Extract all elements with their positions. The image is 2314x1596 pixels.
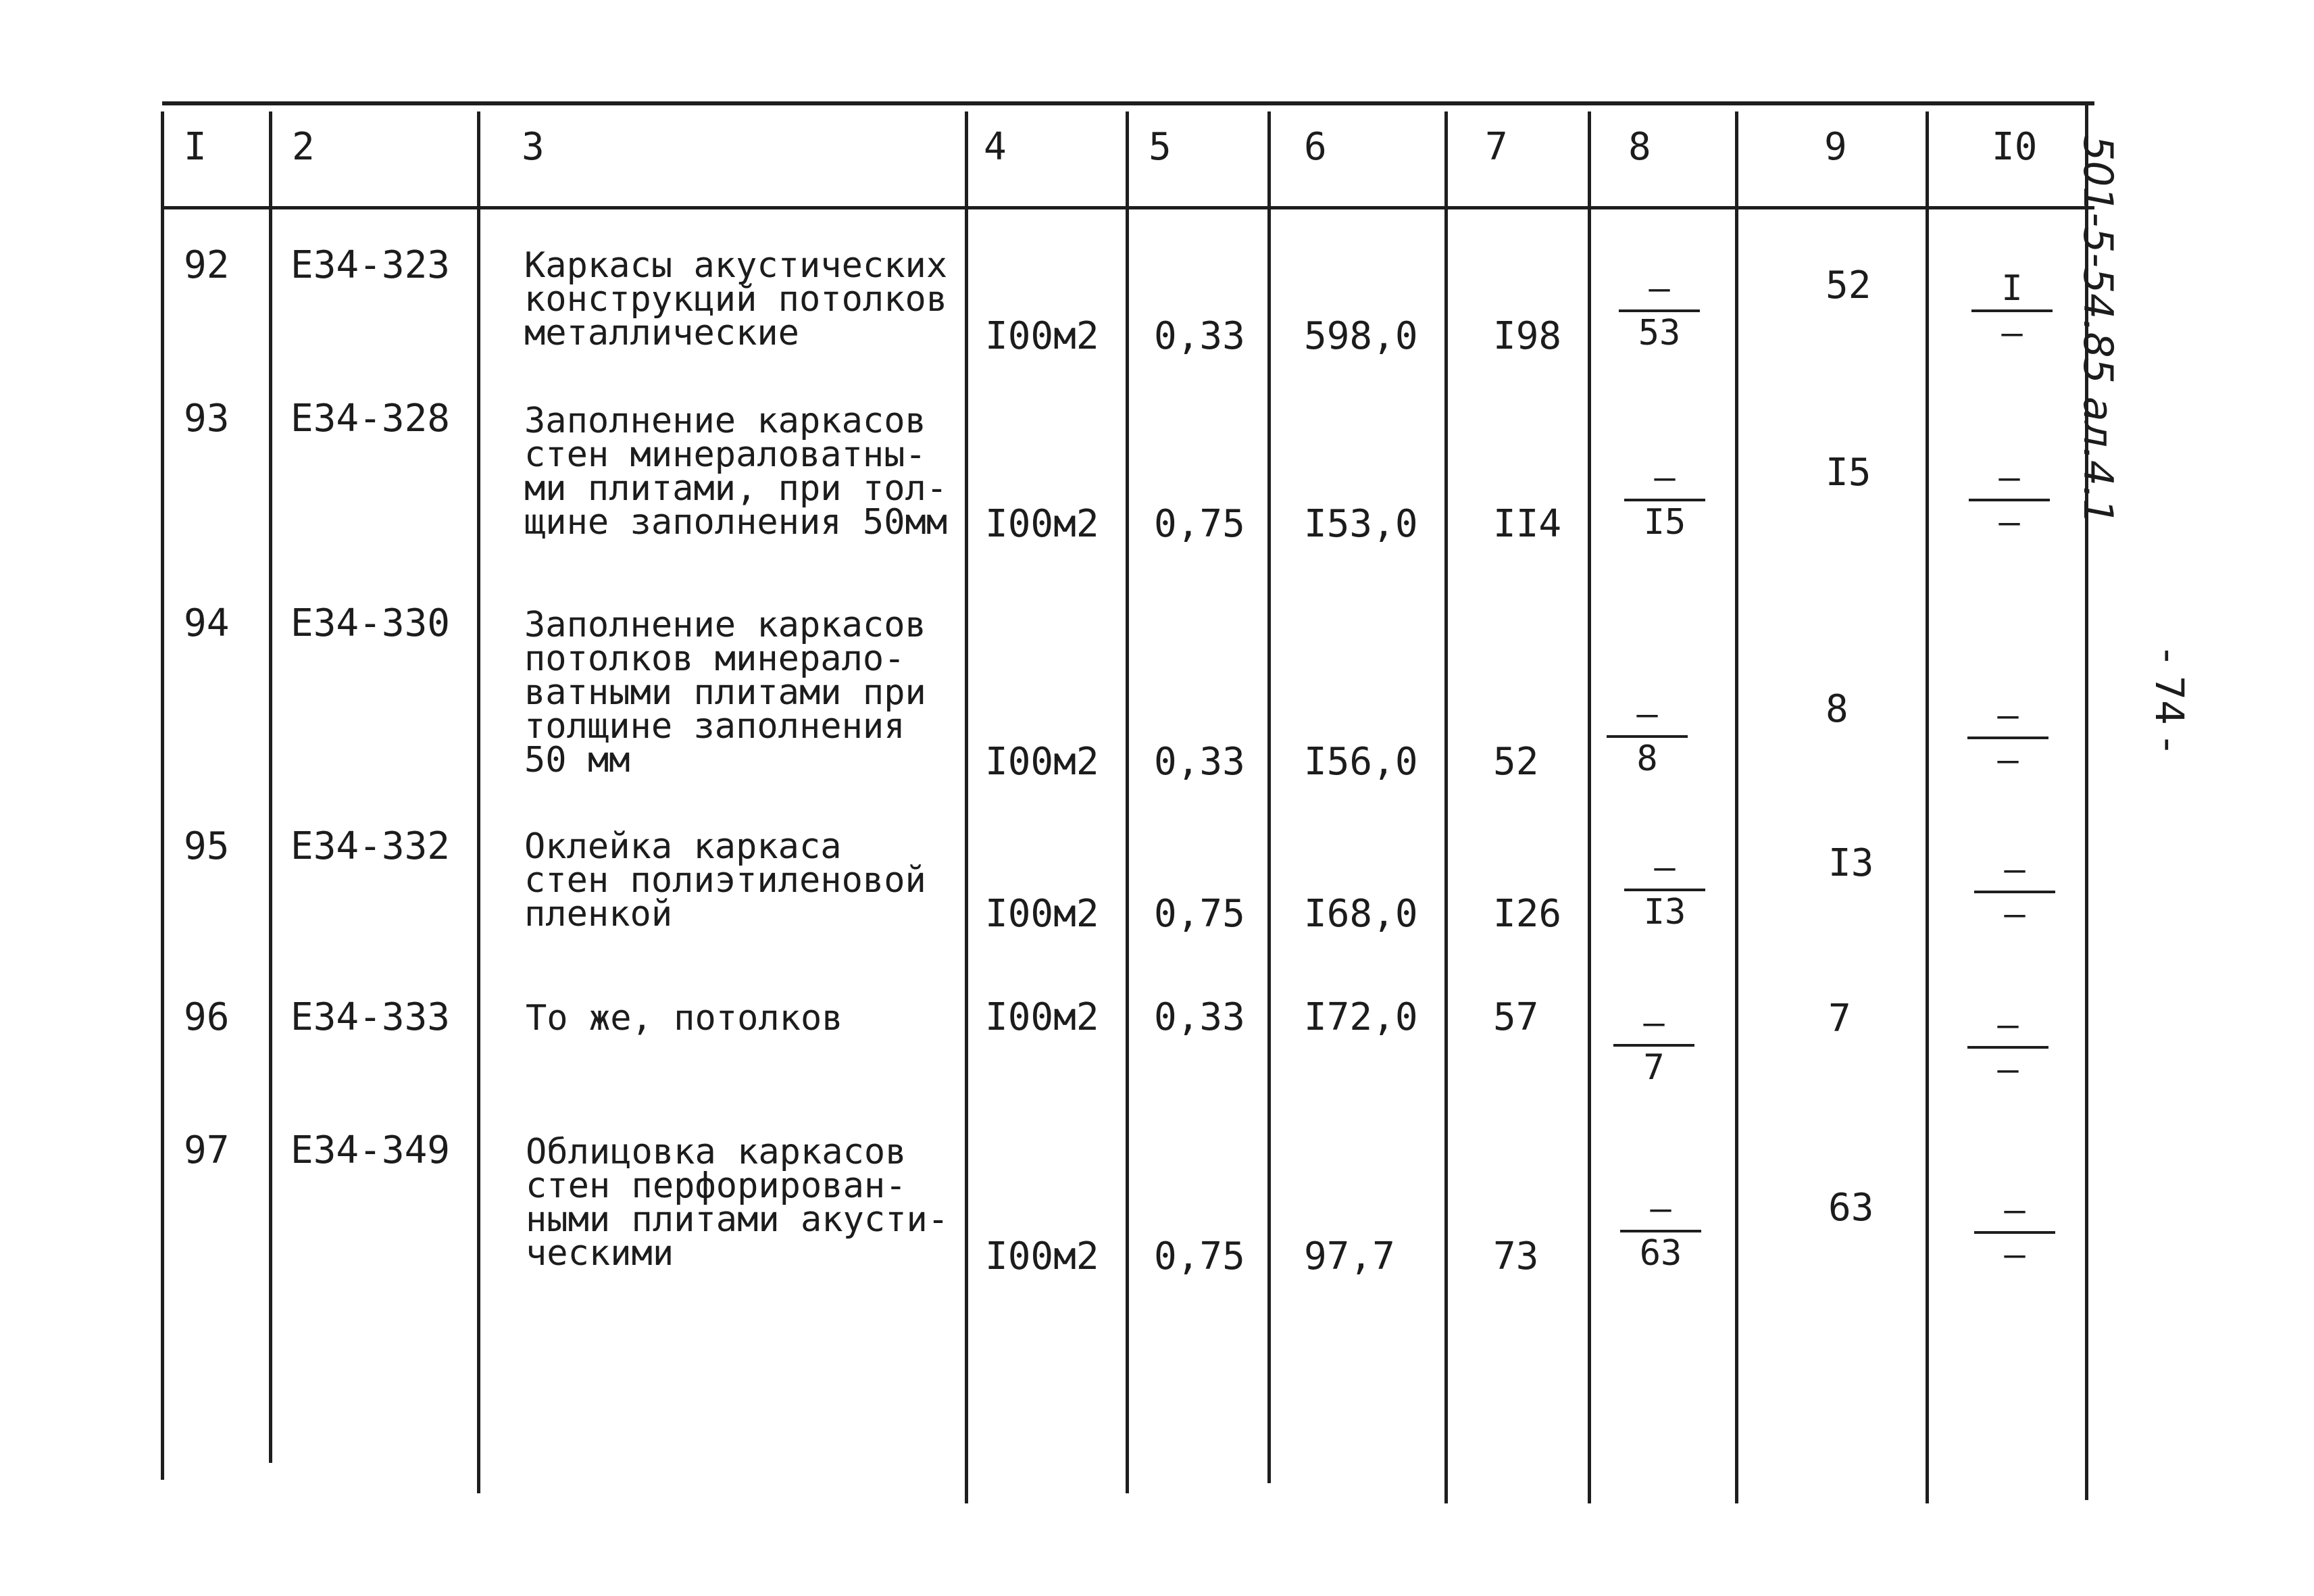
row-quantity: 0,33 bbox=[1154, 314, 1245, 358]
column-divider bbox=[1735, 111, 1738, 1503]
row-col10-fraction: – – bbox=[1967, 696, 2048, 780]
row-total: 52 bbox=[1493, 740, 1539, 784]
row-col9: I3 bbox=[1828, 841, 1874, 885]
row-code: Е34-332 bbox=[291, 824, 451, 868]
page-number: - 74 - bbox=[2146, 649, 2192, 752]
row-price: 97,7 bbox=[1304, 1235, 1395, 1278]
row-description: Заполнение каркасов стен минераловатны- ми плитами, при тол- щине заполнения 50мм bbox=[524, 401, 948, 543]
row-col10-fraction: I – bbox=[1971, 269, 2053, 353]
column-divider bbox=[1926, 111, 1929, 1503]
row-quantity: 0,75 bbox=[1154, 1235, 1245, 1278]
column-divider bbox=[1588, 111, 1591, 1503]
row-total: I98 bbox=[1493, 314, 1562, 358]
row-code: Е34-333 bbox=[291, 995, 451, 1039]
row-number: 94 bbox=[184, 601, 230, 645]
row-col8-fraction: – 53 bbox=[1619, 269, 1700, 353]
column-divider bbox=[1267, 111, 1271, 1483]
header-col-2: 2 bbox=[292, 125, 315, 169]
column-divider bbox=[965, 111, 968, 1503]
row-col8-fraction: – 63 bbox=[1620, 1189, 1701, 1273]
row-unit: I00м2 bbox=[985, 995, 1099, 1039]
row-col8-fraction: – 8 bbox=[1607, 695, 1688, 778]
row-unit: I00м2 bbox=[985, 502, 1099, 546]
row-col9: I5 bbox=[1826, 451, 1871, 495]
row-unit: I00м2 bbox=[985, 314, 1099, 358]
row-number: 92 bbox=[184, 243, 230, 287]
header-col-9: 9 bbox=[1824, 125, 1847, 169]
row-col9: 63 bbox=[1828, 1186, 1874, 1230]
column-divider bbox=[161, 111, 164, 1480]
row-total: 73 bbox=[1493, 1235, 1539, 1278]
row-col9: 7 bbox=[1828, 997, 1851, 1041]
row-code: Е34-330 bbox=[291, 601, 451, 645]
row-number: 97 bbox=[184, 1128, 230, 1172]
header-col-5: 5 bbox=[1149, 125, 1172, 169]
row-price: I72,0 bbox=[1304, 995, 1418, 1039]
row-description: Каркасы акустических конструкций потолков металлические bbox=[524, 245, 948, 353]
row-description: Облицовка каркасов стен перфорирован- ными плитами акусти- ческими bbox=[526, 1132, 949, 1274]
header-col-6: 6 bbox=[1304, 125, 1327, 169]
row-unit: I00м2 bbox=[985, 892, 1099, 936]
row-description: Оклейка каркаса стен полиэтиленовой пленкой bbox=[524, 826, 926, 934]
row-col10-fraction: – – bbox=[1969, 458, 2050, 542]
row-code: Е34-328 bbox=[291, 397, 451, 441]
row-col8-fraction: – I5 bbox=[1624, 458, 1705, 542]
row-total: 57 bbox=[1493, 995, 1539, 1039]
row-code: Е34-323 bbox=[291, 243, 451, 287]
document-code-stamp: 501-5-54.85 ал.4.1 bbox=[2074, 135, 2121, 525]
header-col-10: I0 bbox=[1992, 125, 2038, 169]
column-divider bbox=[269, 111, 272, 1463]
row-col10-fraction: – – bbox=[1974, 1191, 2055, 1274]
row-number: 93 bbox=[184, 397, 230, 441]
header-col-1: I bbox=[184, 125, 207, 169]
row-price: 598,0 bbox=[1304, 314, 1418, 358]
row-description: То же, потолков bbox=[526, 998, 843, 1039]
row-price: I53,0 bbox=[1304, 502, 1418, 546]
row-total: II4 bbox=[1493, 502, 1562, 546]
row-col8-fraction: – I3 bbox=[1624, 848, 1705, 932]
header-col-8: 8 bbox=[1628, 125, 1651, 169]
row-quantity: 0,75 bbox=[1154, 502, 1245, 546]
row-quantity: 0,33 bbox=[1154, 995, 1245, 1039]
row-price: I68,0 bbox=[1304, 892, 1418, 936]
row-code: Е34-349 bbox=[291, 1128, 451, 1172]
row-col9: 8 bbox=[1826, 687, 1848, 731]
row-number: 95 bbox=[184, 824, 230, 868]
row-quantity: 0,33 bbox=[1154, 740, 1245, 784]
header-col-3: 3 bbox=[522, 125, 545, 169]
row-price: I56,0 bbox=[1304, 740, 1418, 784]
row-number: 96 bbox=[184, 995, 230, 1039]
row-unit: I00м2 bbox=[985, 1235, 1099, 1278]
column-divider bbox=[477, 111, 480, 1493]
row-description: Заполнение каркасов потолков минерало- ватными плитами при толщине заполнения 50 мм bbox=[524, 605, 926, 780]
row-col9: 52 bbox=[1826, 264, 1871, 307]
row-col8-fraction: – 7 bbox=[1613, 1003, 1694, 1087]
row-col10-fraction: – – bbox=[1974, 850, 2055, 934]
column-divider bbox=[1444, 111, 1448, 1503]
header-col-7: 7 bbox=[1485, 125, 1508, 169]
table-top-rule bbox=[162, 101, 2094, 105]
row-total: I26 bbox=[1493, 892, 1562, 936]
column-divider bbox=[1126, 111, 1129, 1493]
row-col10-fraction: – – bbox=[1967, 1005, 2048, 1089]
header-col-4: 4 bbox=[984, 125, 1007, 169]
row-unit: I00м2 bbox=[985, 740, 1099, 784]
row-quantity: 0,75 bbox=[1154, 892, 1245, 936]
